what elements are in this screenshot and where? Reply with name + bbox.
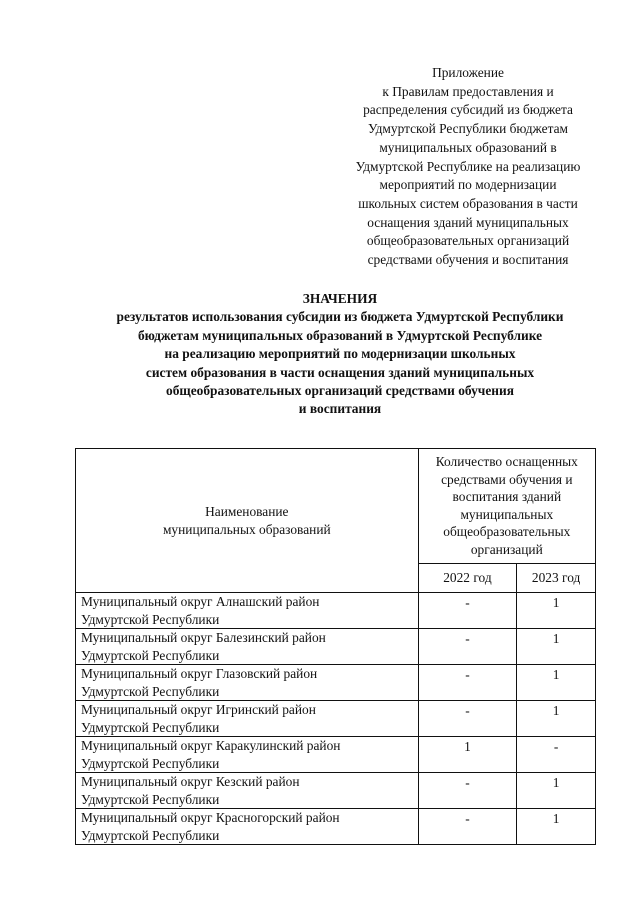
appendix-line: Приложение — [432, 65, 504, 80]
name-line: Удмуртской Республики — [81, 755, 220, 771]
municipality-name — [76, 593, 419, 629]
qty-header-line: муниципальных — [460, 506, 554, 522]
appendix-line: распределения субсидий из бюджета — [363, 102, 573, 118]
qty-header-line: общеобразовательных — [443, 524, 571, 539]
name-line: Муниципальный округ Каракулинский район — [81, 738, 341, 753]
name-line: Муниципальный округ Кезский район — [81, 774, 300, 789]
value-2023: 1 — [517, 593, 596, 629]
title-line: и воспитания — [298, 401, 382, 417]
value-2022: - — [418, 629, 517, 665]
name-line: Муниципальный округ Алнашский район — [81, 594, 320, 609]
appendix-line: мероприятий по модернизации — [379, 177, 557, 193]
table-row — [76, 809, 596, 845]
value-2022: - — [418, 701, 517, 737]
municipality-name — [76, 701, 419, 737]
qty-header-line: организаций — [470, 541, 543, 557]
name-line: Муниципальный округ Игринский район — [81, 702, 316, 717]
name-line: Удмуртской Республики — [81, 611, 220, 627]
appendix-line: средствами обучения и воспитания — [367, 252, 569, 268]
value-2023: 1 — [517, 665, 596, 701]
title-heading: ЗНАЧЕНИЯ — [302, 291, 378, 306]
appendix-line: муниципальных образований в — [379, 139, 557, 155]
name-line: Удмуртской Республики — [81, 791, 220, 807]
name-line: Удмуртской Республики — [81, 827, 220, 843]
appendix-line: к Правилам предоставления и — [382, 83, 554, 99]
value-2023: 1 — [517, 809, 596, 845]
appendix-line: Удмуртской Республики бюджетам — [367, 121, 569, 137]
municipality-name — [76, 809, 419, 845]
appendix-line: школьных систем образования в части — [358, 195, 578, 211]
table-row — [76, 665, 596, 701]
table-row — [76, 737, 596, 773]
value-2022: - — [418, 773, 517, 809]
municipality-name — [76, 773, 419, 809]
value-2023: 1 — [517, 629, 596, 665]
value-2023: - — [517, 737, 596, 773]
qty-header-line: Количество оснащенных — [435, 454, 578, 469]
value-2022: - — [418, 809, 517, 845]
title-line: бюджетам муниципальных образований в Удмуртской Республике — [137, 327, 543, 343]
name-line: Удмуртской Республики — [81, 719, 220, 735]
name-line: Удмуртской Республики — [81, 683, 220, 699]
value-2022: - — [418, 665, 517, 701]
values-table — [75, 448, 596, 845]
table-row — [76, 629, 596, 665]
value-2022: 1 — [418, 737, 517, 773]
table-header-row — [76, 449, 596, 564]
name-line: Муниципальный округ Балезинский район — [81, 630, 326, 645]
table-row — [76, 593, 596, 629]
table-row — [76, 701, 596, 737]
document-title — [40, 290, 640, 419]
year-header-2023: 2023 год — [517, 564, 596, 593]
table-row — [76, 773, 596, 809]
name-header-line: муниципальных образований — [162, 521, 331, 537]
municipality-name — [76, 629, 419, 665]
title-line: на реализацию мероприятий по модернизации школьных — [164, 346, 516, 362]
appendix-block — [336, 64, 600, 270]
value-2023: 1 — [517, 701, 596, 737]
name-header-line: Наименование — [205, 504, 289, 519]
title-line: общеобразовательных организаций средствами обучения — [166, 383, 514, 399]
year-header-2022: 2022 год — [418, 564, 517, 593]
quantity-column-header — [418, 449, 595, 564]
municipality-name — [76, 737, 419, 773]
name-line: Муниципальный округ Красногорский район — [81, 810, 340, 825]
qty-header-line: воспитания зданий — [452, 489, 562, 504]
title-line: систем образования в части оснащения зданий муниципальных — [145, 364, 535, 380]
qty-header-line: средствами обучения и — [441, 471, 573, 487]
name-line: Муниципальный округ Глазовский район — [81, 666, 318, 681]
appendix-line: оснащения зданий муниципальных — [367, 214, 569, 230]
appendix-line: общеобразовательных организаций — [366, 233, 570, 249]
name-line: Удмуртской Республики — [81, 647, 220, 663]
title-line: результатов использования субсидии из бюджета Удмуртской Республики — [116, 309, 564, 325]
value-2023: 1 — [517, 773, 596, 809]
name-column-header — [76, 449, 419, 593]
value-2022: - — [418, 593, 517, 629]
appendix-line: Удмуртской Республике на реализацию — [355, 158, 581, 174]
municipality-name — [76, 665, 419, 701]
